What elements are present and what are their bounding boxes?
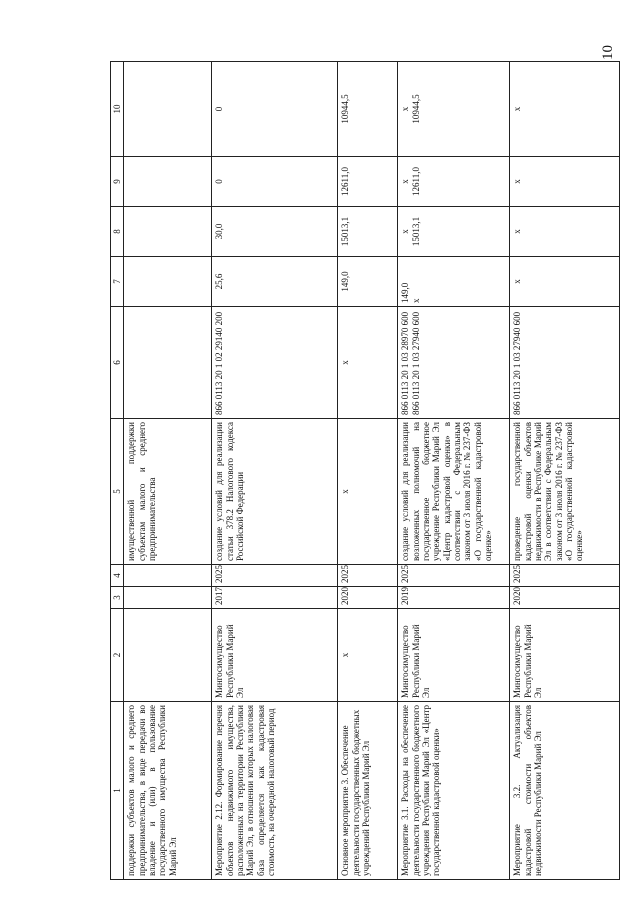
cell-year-2 [398, 207, 510, 257]
value-line-1: 149,0 [400, 282, 411, 303]
value-line-2: 15013,1 [410, 216, 421, 247]
cell-activity: Основное мероприятие 3. Обеспечение деятельности государственных бюджетных учреждений Республики Марий Эл [338, 702, 398, 880]
header-col-6: 6 [111, 307, 124, 419]
table-row [398, 62, 510, 880]
table-row [212, 62, 338, 880]
cell-year-3: 12611,0 [338, 157, 398, 207]
cell-activity: Мероприятие 3.1. Расходы на обеспечение деятельности государственного бюджетного учреждения Республики Марий Эл «Центр государственной кадастровой оценки» [398, 702, 510, 880]
cell-executor: Мингосимущество Республики Марий Эл [398, 609, 510, 702]
cell-year-4: х [510, 62, 620, 157]
cell-year-4: 10944,5 [338, 62, 398, 157]
cell-start: 2020 [338, 587, 398, 609]
cell-year-1: 149,0 [338, 257, 398, 307]
cell-executor: Мингосимущество Республики Марий Эл [212, 609, 338, 702]
header-row [111, 62, 124, 880]
cell-year-4 [398, 62, 510, 157]
rotated-table-container [110, 62, 622, 880]
cell-result: создание условий для реализации возложенных полномочий на государственное бюджетное учреждение Республики Марий Эл «Центр кадастровой оценки» в соответствии с Федеральным законом от 3 июля 2016 г. № 237-ФЗ «О государственной кадастровой оценке» [398, 419, 510, 565]
value-line-1: х [400, 179, 411, 184]
header-col-4: 4 [111, 565, 124, 587]
value-line-1: х [400, 229, 411, 234]
value-line-2: х [410, 298, 421, 303]
cell-start: 2017 [212, 587, 338, 609]
cell-year-4: 0 [212, 62, 338, 157]
cell-activity: Мероприятие 3.2. Актуализация кадастровой стоимости объектов недвижимости Республики Марий Эл [510, 702, 620, 880]
value-line-2: 10944,5 [410, 94, 421, 124]
cell-kbk: 866 0113 20 1 02 29140 200 [212, 307, 338, 419]
cell-executor: х [338, 609, 398, 702]
cell-kbk [398, 307, 510, 419]
cell-executor [124, 609, 212, 702]
cell-kbk: х [338, 307, 398, 419]
cell-year-3: 0 [212, 157, 338, 207]
header-col-5: 5 [111, 419, 124, 565]
header-col-1: 1 [111, 702, 124, 880]
cell-year-3 [124, 157, 212, 207]
cell-end: 2025 [510, 565, 620, 587]
cell-end: 2025 [338, 565, 398, 587]
header-col-8: 8 [111, 207, 124, 257]
cell-kbk: 866 0113 20 1 03 27940 600 [510, 307, 620, 419]
header-col-3: 3 [111, 587, 124, 609]
cell-year-2: х [510, 207, 620, 257]
cell-year-4 [124, 62, 212, 157]
cell-year-3 [398, 157, 510, 207]
cell-year-3: х [510, 157, 620, 207]
table-row [510, 62, 620, 880]
cell-result: имущественной поддержки субъектам малого и среднего предпринимательства [124, 419, 212, 565]
cell-result: проведение государственной кадастровой оценки объектов недвижимости в Республике Марий Эл в соответствии с Федеральным законом от 3 июля 2016 г. № 237-ФЗ «О государственной кадастровой оценке» [510, 419, 620, 565]
cell-result: создание условий для реализации статьи 378.2 Налогового кодекса Российской Федерации [212, 419, 338, 565]
cell-end: 2025 [398, 565, 510, 587]
cell-year-2: 15013,1 [338, 207, 398, 257]
cell-year-1: 25,6 [212, 257, 338, 307]
cell-activity: Мероприятие 2.12. Формирование перечня объектов недвижимого имущества, расположенных на территории Республики Марий Эл, в отношении которых налоговая база определяется как кадастровая стоимость, на очередной налоговый период [212, 702, 338, 880]
header-col-7: 7 [111, 257, 124, 307]
header-col-2: 2 [111, 609, 124, 702]
cell-result: х [338, 419, 398, 565]
header-col-9: 9 [111, 157, 124, 207]
cell-year-1: х [510, 257, 620, 307]
cell-start: 2019 [398, 587, 510, 609]
cell-kbk [124, 307, 212, 419]
cell-end: 2025 [212, 565, 338, 587]
value-line-2: 12611,0 [410, 167, 421, 196]
cell-year-2: 30,0 [212, 207, 338, 257]
cell-executor: Мингосимущество Республики Марий Эл [510, 609, 620, 702]
page-number: 10 [600, 45, 616, 60]
cell-start [124, 587, 212, 609]
cell-year-2 [124, 207, 212, 257]
cell-year-1 [398, 257, 510, 307]
value-line-1: х [400, 106, 411, 112]
program-activities-table [110, 61, 620, 880]
table-row [124, 62, 212, 880]
header-col-10: 10 [111, 62, 124, 157]
table-row [338, 62, 398, 880]
cell-end [124, 565, 212, 587]
cell-activity: поддержки субъектов малого и среднего предпринимательства, в виде передачи во владение и (или) в пользование государственного имущества Республики Марий Эл [124, 702, 212, 880]
kbk-line-2: 866 0113 20 1 03 27940 600 [410, 311, 421, 415]
cell-year-1 [124, 257, 212, 307]
kbk-line-1: 866 0113 20 1 03 28970 600 [400, 311, 411, 415]
cell-start: 2020 [510, 587, 620, 609]
